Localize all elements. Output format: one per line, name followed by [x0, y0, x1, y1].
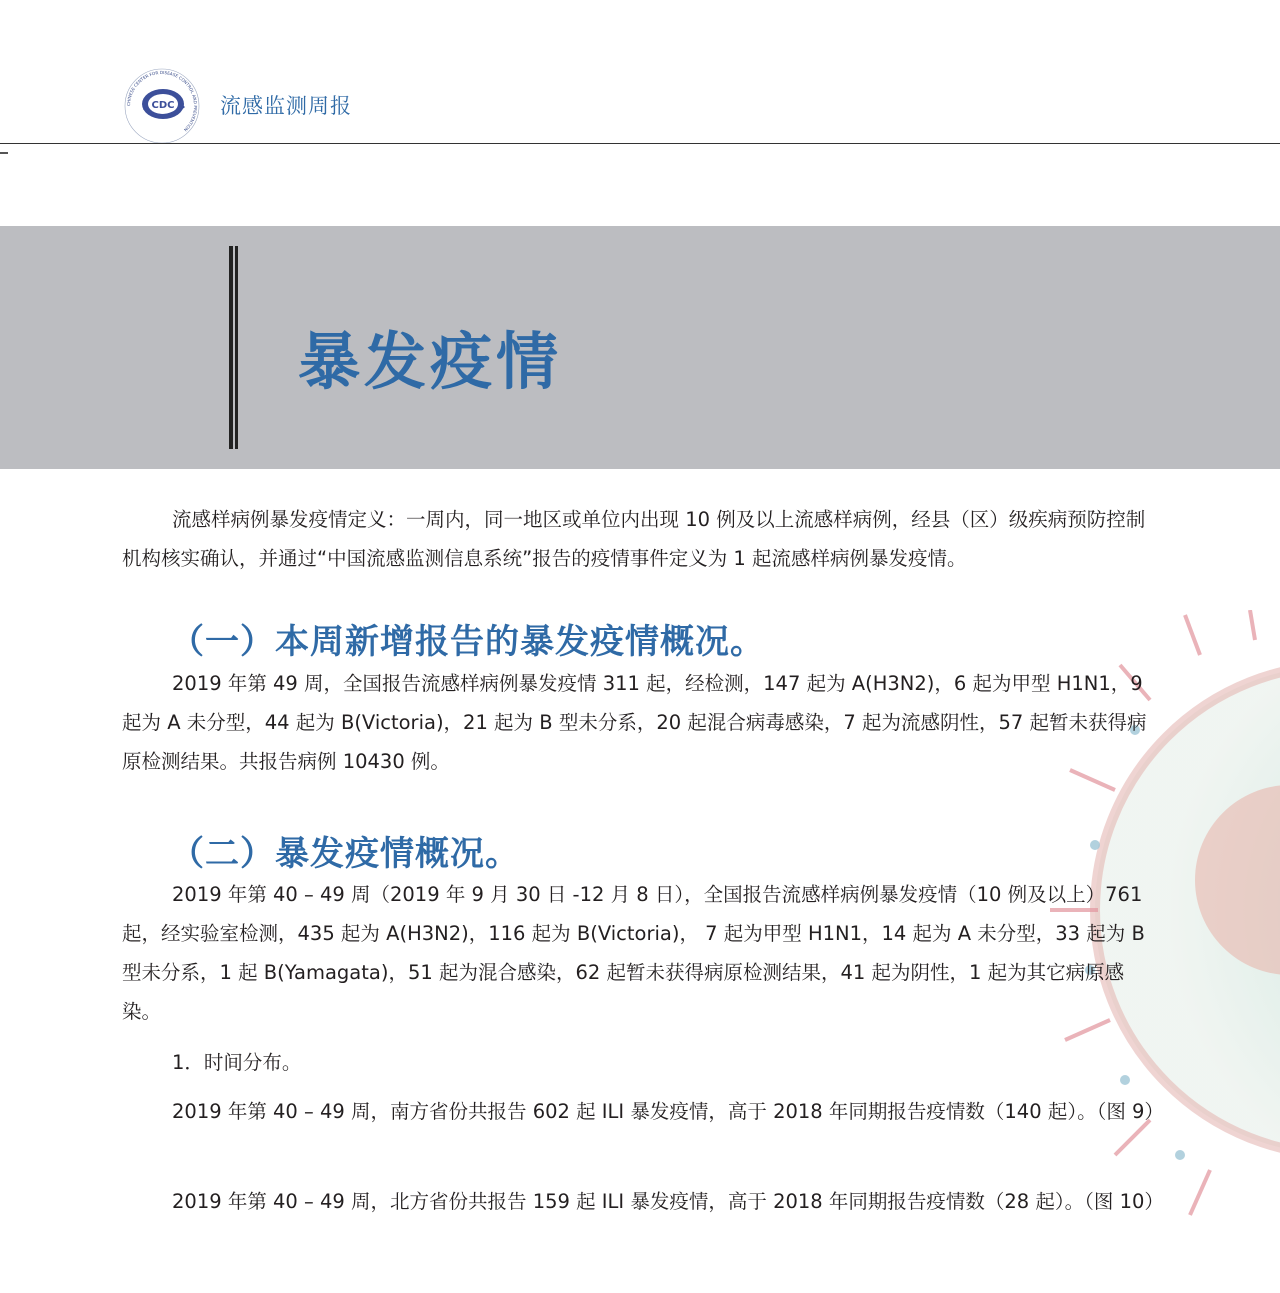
- time-distribution-heading: 1．时间分布。: [172, 1051, 302, 1074]
- north-paragraph: 2019 年第 40 – 49 周，北方省份共报告 159 起 ILI 暴发疫情，高于 2018 年同期报告疫情数（28 起）。（图 10）: [172, 1190, 1164, 1213]
- logo-ring-text: CHINESE CENTER FOR DISEASE CONTROL AND PREVENTION: [125, 69, 199, 133]
- south-paragraph: 2019 年第 40 – 49 周，南方省份共报告 602 起 ILI 暴发疫情，高于 2018 年同期报告疫情数（140 起）。（图 9）: [172, 1100, 1164, 1123]
- section2-heading: （二）暴发疫情概况。: [170, 834, 520, 874]
- banner-accent-bar-thin: [235, 246, 238, 449]
- cdc-logo: [122, 66, 202, 146]
- logo-text: CDC: [151, 100, 175, 111]
- header-title: 流感监测周报: [220, 94, 352, 118]
- page-header: [0, 0, 1280, 145]
- header-divider: [0, 143, 1280, 144]
- intro-paragraph: 流感样病例暴发疫情定义：一周内，同一地区或单位内出现 10 例及以上流感样病例，经县（区）级疾病预防控制机构核实确认，并通过“中国流感监测信息系统”报告的疫情事件定义为 1 起流感样病例暴发疫情。: [122, 508, 1146, 570]
- section2-paragraph: 2019 年第 40 – 49 周（2019 年 9 月 30 日 -12 月 8 日），全国报告流感样病例暴发疫情（10 例及以上）761 起，经实验室检测，435 起为 A(H3N2)，116 起为 B(Victoria)， 7 起为甲型 H1N1，14 起为 A 未分型，33 起为 B 型未分系，1 起 B(Yamagata)，51 起为混合感染，62 起暂未获得病原检测结果，41 起为阴性，1 起为其它病原感染。: [122, 883, 1145, 1023]
- margin-mark: [0, 152, 8, 154]
- section1-paragraph: 2019 年第 49 周，全国报告流感样病例暴发疫情 311 起，经检测，147 起为 A(H3N2)，6 起为甲型 H1N1，9 起为 A 未分型，44 起为 B(Victoria)，21 起为 B 型未分系，20 起混合病毒感染，7 起为流感阴性，57 起暂未获得病原检测结果。共报告病例 10430 例。: [122, 672, 1147, 773]
- section1-heading: （一）本周新增报告的暴发疫情概况。: [170, 622, 765, 662]
- banner-accent-bar: [229, 246, 233, 449]
- banner-title: 暴发疫情: [298, 325, 563, 398]
- section-banner: [0, 226, 1280, 469]
